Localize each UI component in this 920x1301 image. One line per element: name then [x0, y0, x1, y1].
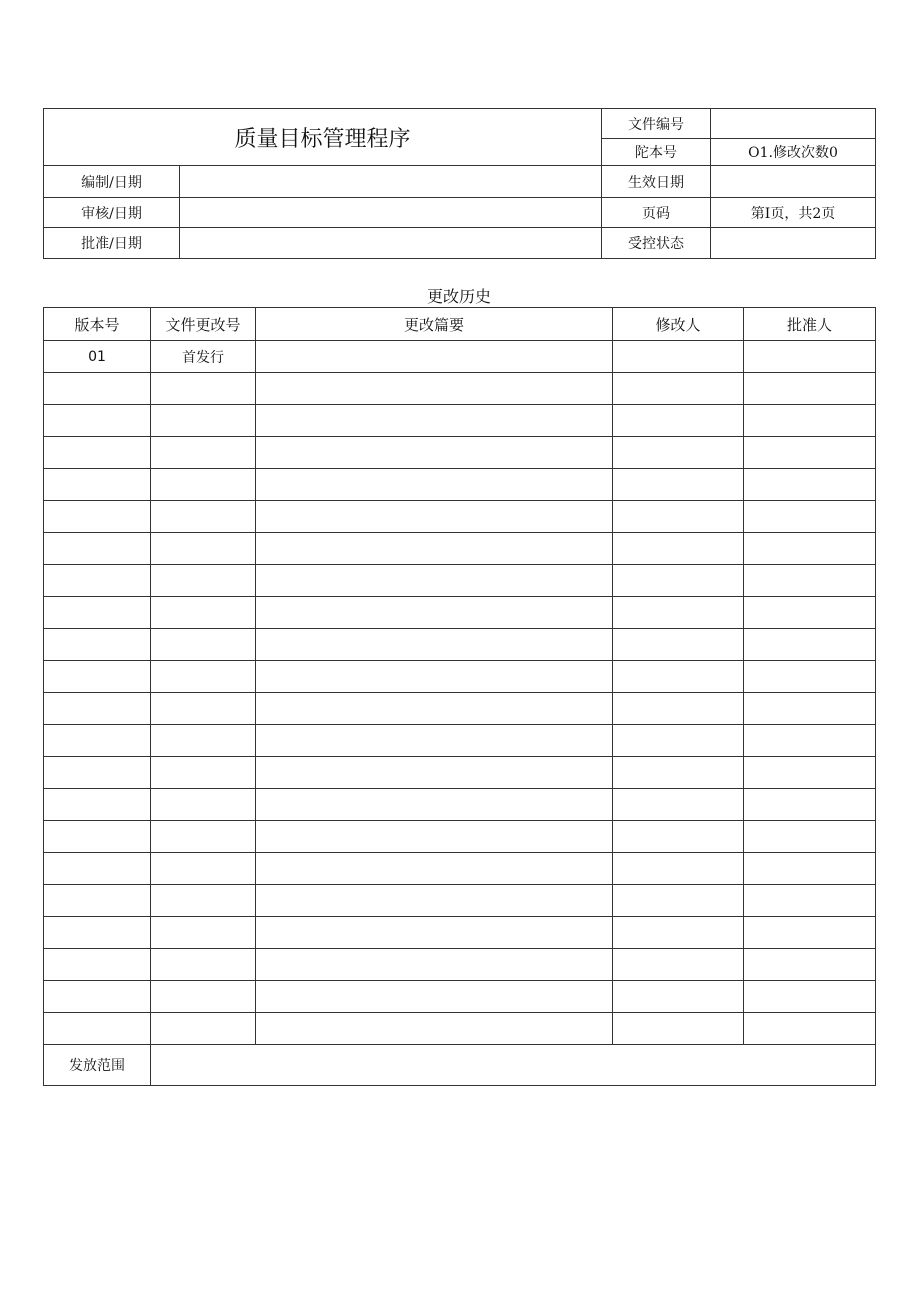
- cell-approver: [744, 949, 876, 981]
- cell-approver: [744, 565, 876, 597]
- cell-version: [44, 693, 151, 725]
- cell-version: [44, 501, 151, 533]
- cell-approver: [744, 533, 876, 565]
- table-row: [44, 341, 876, 373]
- table-row: [44, 917, 876, 949]
- cell-change-no: [151, 917, 256, 949]
- cell-modifier: [613, 917, 744, 949]
- cell-change-no: [151, 661, 256, 693]
- table-row: [44, 501, 876, 533]
- cell-change-no: [151, 629, 256, 661]
- cell-version: [44, 533, 151, 565]
- version-no-label: 陀本号: [602, 139, 711, 166]
- cell-version: [44, 981, 151, 1013]
- cell-change-no: [151, 437, 256, 469]
- cell-approver: [744, 885, 876, 917]
- cell-change-no: [151, 597, 256, 629]
- table-row: [44, 949, 876, 981]
- cell-approver: [744, 629, 876, 661]
- approved-value: [180, 228, 602, 259]
- cell-summary: [256, 405, 613, 437]
- effective-date-label: 生效日期: [602, 166, 711, 198]
- cell-modifier: [613, 821, 744, 853]
- cell-approver: [744, 373, 876, 405]
- cell-approver: [744, 1013, 876, 1045]
- cell-modifier: [613, 533, 744, 565]
- cell-approver: [744, 661, 876, 693]
- cell-summary: [256, 565, 613, 597]
- cell-version: 01: [44, 341, 151, 373]
- table-row: [44, 469, 876, 501]
- cell-summary: [256, 1013, 613, 1045]
- cell-approver: [744, 917, 876, 949]
- cell-approver: [744, 853, 876, 885]
- cell-change-no: [151, 373, 256, 405]
- table-row: [44, 821, 876, 853]
- cell-change-no: [151, 725, 256, 757]
- cell-summary: [256, 469, 613, 501]
- cell-change-no: [151, 501, 256, 533]
- table-row: [44, 981, 876, 1013]
- cell-version: [44, 661, 151, 693]
- cell-summary: [256, 693, 613, 725]
- cell-summary: [256, 533, 613, 565]
- cell-summary: [256, 437, 613, 469]
- cell-modifier: [613, 725, 744, 757]
- cell-summary: [256, 341, 613, 373]
- cell-change-no: [151, 885, 256, 917]
- cell-summary: [256, 821, 613, 853]
- table-row: [44, 1013, 876, 1045]
- table-row: [44, 885, 876, 917]
- cell-version: [44, 725, 151, 757]
- cell-version: [44, 885, 151, 917]
- cell-modifier: [613, 469, 744, 501]
- cell-change-no: [151, 789, 256, 821]
- table-row: [44, 661, 876, 693]
- cell-change-no: [151, 469, 256, 501]
- effective-date-value: [711, 166, 876, 198]
- cell-modifier: [613, 757, 744, 789]
- column-header-version: 版本号: [44, 308, 151, 341]
- page-value: 第I页，共2页: [711, 198, 876, 228]
- cell-modifier: [613, 885, 744, 917]
- cell-summary: [256, 917, 613, 949]
- table-row: [44, 597, 876, 629]
- table-row: [44, 693, 876, 725]
- cell-modifier: [613, 501, 744, 533]
- document-title: 质量目标管理程序: [44, 109, 602, 166]
- cell-summary: [256, 949, 613, 981]
- cell-modifier: [613, 341, 744, 373]
- table-row: [44, 757, 876, 789]
- cell-change-no: [151, 853, 256, 885]
- cell-change-no: [151, 981, 256, 1013]
- table-row: [44, 629, 876, 661]
- cell-modifier: [613, 565, 744, 597]
- reviewed-value: [180, 198, 602, 228]
- cell-change-no: [151, 1013, 256, 1045]
- cell-approver: [744, 341, 876, 373]
- page-label: 页码: [602, 198, 711, 228]
- cell-modifier: [613, 629, 744, 661]
- cell-summary: [256, 373, 613, 405]
- cell-change-no: [151, 565, 256, 597]
- cell-version: [44, 565, 151, 597]
- cell-approver: [744, 469, 876, 501]
- cell-approver: [744, 501, 876, 533]
- version-no-value: O1.修改次数0: [711, 139, 876, 166]
- change-history-title: 更改历史: [426, 287, 491, 306]
- cell-approver: [744, 405, 876, 437]
- cell-version: [44, 789, 151, 821]
- column-header-change-no: 文件更改号: [151, 308, 256, 341]
- cell-modifier: [613, 1013, 744, 1045]
- table-row: [44, 373, 876, 405]
- cell-change-no: [151, 693, 256, 725]
- cell-modifier: [613, 437, 744, 469]
- table-row: [44, 725, 876, 757]
- cell-version: [44, 469, 151, 501]
- cell-version: [44, 373, 151, 405]
- cell-summary: [256, 981, 613, 1013]
- cell-change-no: [151, 821, 256, 853]
- cell-modifier: [613, 693, 744, 725]
- cell-modifier: [613, 373, 744, 405]
- change-history-table: [43, 307, 876, 1086]
- cell-modifier: [613, 853, 744, 885]
- distribution-label: 发放范围: [44, 1045, 151, 1086]
- history-header-row: [44, 308, 876, 341]
- cell-version: [44, 437, 151, 469]
- cell-version: [44, 917, 151, 949]
- compiled-label: 编制/日期: [44, 166, 180, 198]
- cell-change-no: [151, 949, 256, 981]
- table-row: [44, 533, 876, 565]
- column-header-modifier: 修改人: [613, 308, 744, 341]
- table-row: [44, 405, 876, 437]
- cell-version: [44, 853, 151, 885]
- cell-change-no: [151, 757, 256, 789]
- distribution-value: [151, 1045, 876, 1086]
- cell-modifier: [613, 981, 744, 1013]
- table-row: [44, 853, 876, 885]
- cell-summary: [256, 629, 613, 661]
- cell-summary: [256, 661, 613, 693]
- cell-version: [44, 949, 151, 981]
- distribution-row: [44, 1045, 876, 1086]
- table-row: [44, 437, 876, 469]
- cell-modifier: [613, 661, 744, 693]
- doc-no-value: [711, 109, 876, 139]
- control-status-label: 受控状态: [602, 228, 711, 259]
- table-row: [44, 565, 876, 597]
- cell-approver: [744, 757, 876, 789]
- cell-version: [44, 629, 151, 661]
- cell-change-no: [151, 405, 256, 437]
- table-row: [44, 789, 876, 821]
- cell-approver: [744, 789, 876, 821]
- cell-version: [44, 821, 151, 853]
- cell-approver: [744, 437, 876, 469]
- cell-summary: [256, 757, 613, 789]
- cell-summary: [256, 725, 613, 757]
- cell-modifier: [613, 789, 744, 821]
- reviewed-label: 审核/日期: [44, 198, 180, 228]
- document-header-table: [43, 108, 876, 259]
- cell-approver: [744, 981, 876, 1013]
- compiled-value: [180, 166, 602, 198]
- cell-summary: [256, 789, 613, 821]
- cell-approver: [744, 725, 876, 757]
- doc-no-label: 文件编号: [602, 109, 711, 139]
- column-header-summary: 更改篇要: [256, 308, 613, 341]
- cell-summary: [256, 885, 613, 917]
- cell-modifier: [613, 949, 744, 981]
- cell-approver: [744, 821, 876, 853]
- cell-version: [44, 597, 151, 629]
- cell-summary: [256, 501, 613, 533]
- cell-summary: [256, 597, 613, 629]
- cell-change-no: 首发行: [151, 341, 256, 373]
- cell-version: [44, 757, 151, 789]
- cell-summary: [256, 853, 613, 885]
- cell-approver: [744, 693, 876, 725]
- cell-version: [44, 1013, 151, 1045]
- cell-approver: [744, 597, 876, 629]
- cell-modifier: [613, 405, 744, 437]
- column-header-approver: 批准人: [744, 308, 876, 341]
- approved-label: 批准/日期: [44, 228, 180, 259]
- cell-change-no: [151, 533, 256, 565]
- control-status-value: [711, 228, 876, 259]
- cell-modifier: [613, 597, 744, 629]
- cell-version: [44, 405, 151, 437]
